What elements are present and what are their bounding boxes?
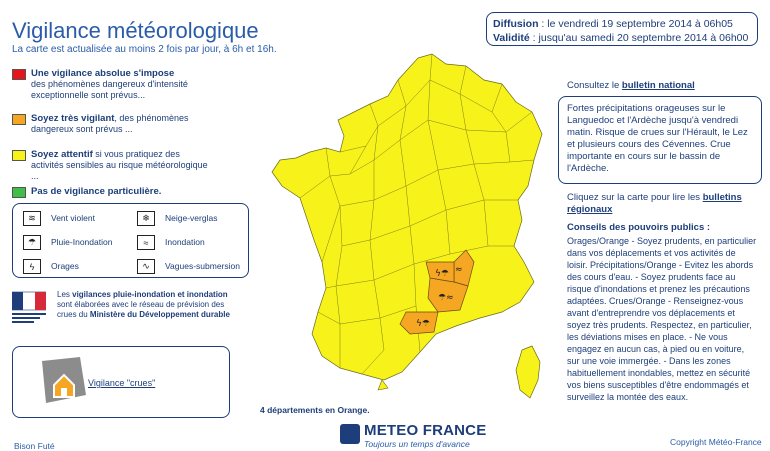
note-text: sont élaborées avec le réseau de prévision des crues du xyxy=(57,300,225,319)
bulletin-national-link[interactable]: bulletin national xyxy=(621,80,695,91)
consult-text: Consultez le xyxy=(567,80,622,91)
orange-departments-count: 4 départements en Orange. xyxy=(260,405,370,415)
legend-text-yellow xyxy=(31,149,211,182)
france-vigilance-map[interactable] xyxy=(270,50,555,400)
note-strong: Ministère du Développement durable xyxy=(89,310,230,319)
orange-swatch xyxy=(12,114,26,125)
logo-tagline: Toujours un temps d'avance xyxy=(364,439,470,449)
storm-icon: ϟ xyxy=(23,259,41,274)
yellow-swatch xyxy=(12,150,26,161)
red-swatch xyxy=(12,69,26,80)
phenomenon-label: Inondation xyxy=(165,237,205,247)
storm-icon: ϟ☂ xyxy=(416,319,431,329)
regional-bulletins-hint xyxy=(567,192,757,216)
phenomenon-label: Vent violent xyxy=(51,213,95,223)
national-bulletin-summary: Fortes précipitations orageuses sur le Languedoc et l'Ardèche jusqu'à vendredi matin. Risque de crues sur l'Hérault, le Lez et plusieurs cours des Cévennes. Crue importante en cours sur le bassin de l'Ardèche. xyxy=(558,96,762,184)
flood-icon: ≈ xyxy=(455,265,463,275)
bulletins-regionaux-link[interactable]: bulletins régionaux xyxy=(567,192,742,215)
note-text: Les xyxy=(57,290,73,299)
meteo-france-logo[interactable] xyxy=(340,422,510,448)
green-swatch xyxy=(12,187,26,198)
corsica xyxy=(516,346,540,398)
snow-ice-icon: ❄ xyxy=(137,211,155,226)
legend-desc: si vous pratiquez des activités sensibles au risque météorologique ... xyxy=(31,149,208,181)
legend-strong: Soyez très vigilant xyxy=(31,113,115,124)
phenomena-legend-box xyxy=(12,203,249,278)
diffusion-line xyxy=(493,17,751,31)
validite-value: : jusqu'au samedi 20 septembre 2014 à 06h00 xyxy=(529,32,749,44)
flood-house-icon[interactable] xyxy=(40,355,88,407)
flood-forecast-note xyxy=(57,290,237,320)
wind-icon: ≋ xyxy=(23,211,41,226)
meteo-france-logo-icon xyxy=(340,424,360,444)
legend-strong: Pas de vigilance particulière. xyxy=(31,186,162,197)
legend-desc: des phénomènes dangereux d'intensité exceptionnelle sont prévus... xyxy=(31,79,188,100)
phenomenon-label: Vagues-submersion xyxy=(165,261,240,271)
validite-line xyxy=(493,31,751,45)
legend-strong: Une vigilance absolue s'impose xyxy=(31,68,175,79)
waves-icon: ∿ xyxy=(137,259,155,274)
advice-text: Orages/Orange - Soyez prudents, en particulier dans vos déplacements et vos activités de loisir. Précipitations/Orange - Evitez les abords des cours d'eau. - Soyez prudents face au risque d'inondations et prenez les précautions adaptées. Crues/Orange - Renseignez-vous avant d'entreprendre vos déplacements et soyez très prudents. Respectez, en particulier, les déviations mises en place. - Ne vous engagez en aucun cas, à pied ou en voiture, sur une voie immergée. - Dans les zones habituellement inondables, mettez en sécurité vos biens susceptibles d'être endommagés et surveillez la montée des eaux. xyxy=(567,236,757,402)
logo-title: METEO FRANCE xyxy=(364,422,487,439)
bulletin-dates-box xyxy=(486,12,758,46)
rain-flood-icon: ☂ xyxy=(23,235,41,250)
republic-flag-icon xyxy=(12,290,46,324)
page-title: Vigilance météorologique xyxy=(12,18,259,43)
legend-text-red xyxy=(31,68,211,101)
vigilance-crues-link[interactable]: Vigilance "crues" xyxy=(88,378,156,388)
consult-national xyxy=(567,80,695,91)
page-subtitle: La carte est actualisée au moins 2 fois par jour, à 6h et 16h. xyxy=(12,44,277,55)
validite-label: Validité xyxy=(493,32,530,44)
phenomenon-label: Pluie-Inondation xyxy=(51,237,113,247)
phenomenon-label: Neige-verglas xyxy=(165,213,218,223)
legend-text-orange xyxy=(31,113,211,135)
storm-icon: ϟ☂ xyxy=(435,269,450,279)
legend-text-green xyxy=(31,186,211,197)
legend-desc: , des phénomènes dangereux sont prévus ... xyxy=(31,113,189,134)
flood-icon: ≈ xyxy=(137,235,155,250)
hint-text: Cliquez sur la carte pour lire les xyxy=(567,192,703,203)
advice-title: Conseils des pouvoirs publics : xyxy=(567,222,711,233)
note-strong: vigilances pluie-inondation et inondation xyxy=(72,290,228,299)
copyright: Copyright Météo-France xyxy=(670,437,762,447)
diffusion-label: Diffusion xyxy=(493,18,539,30)
andorra-marker xyxy=(378,380,388,390)
phenomenon-label: Orages xyxy=(51,261,79,271)
bison-fute-link[interactable]: Bison Futé xyxy=(14,441,55,451)
rain-flood-icon: ☂≈ xyxy=(438,293,454,303)
diffusion-value: : le vendredi 19 septembre 2014 à 06h05 xyxy=(538,18,733,30)
legend-strong: Soyez attentif xyxy=(31,149,93,160)
